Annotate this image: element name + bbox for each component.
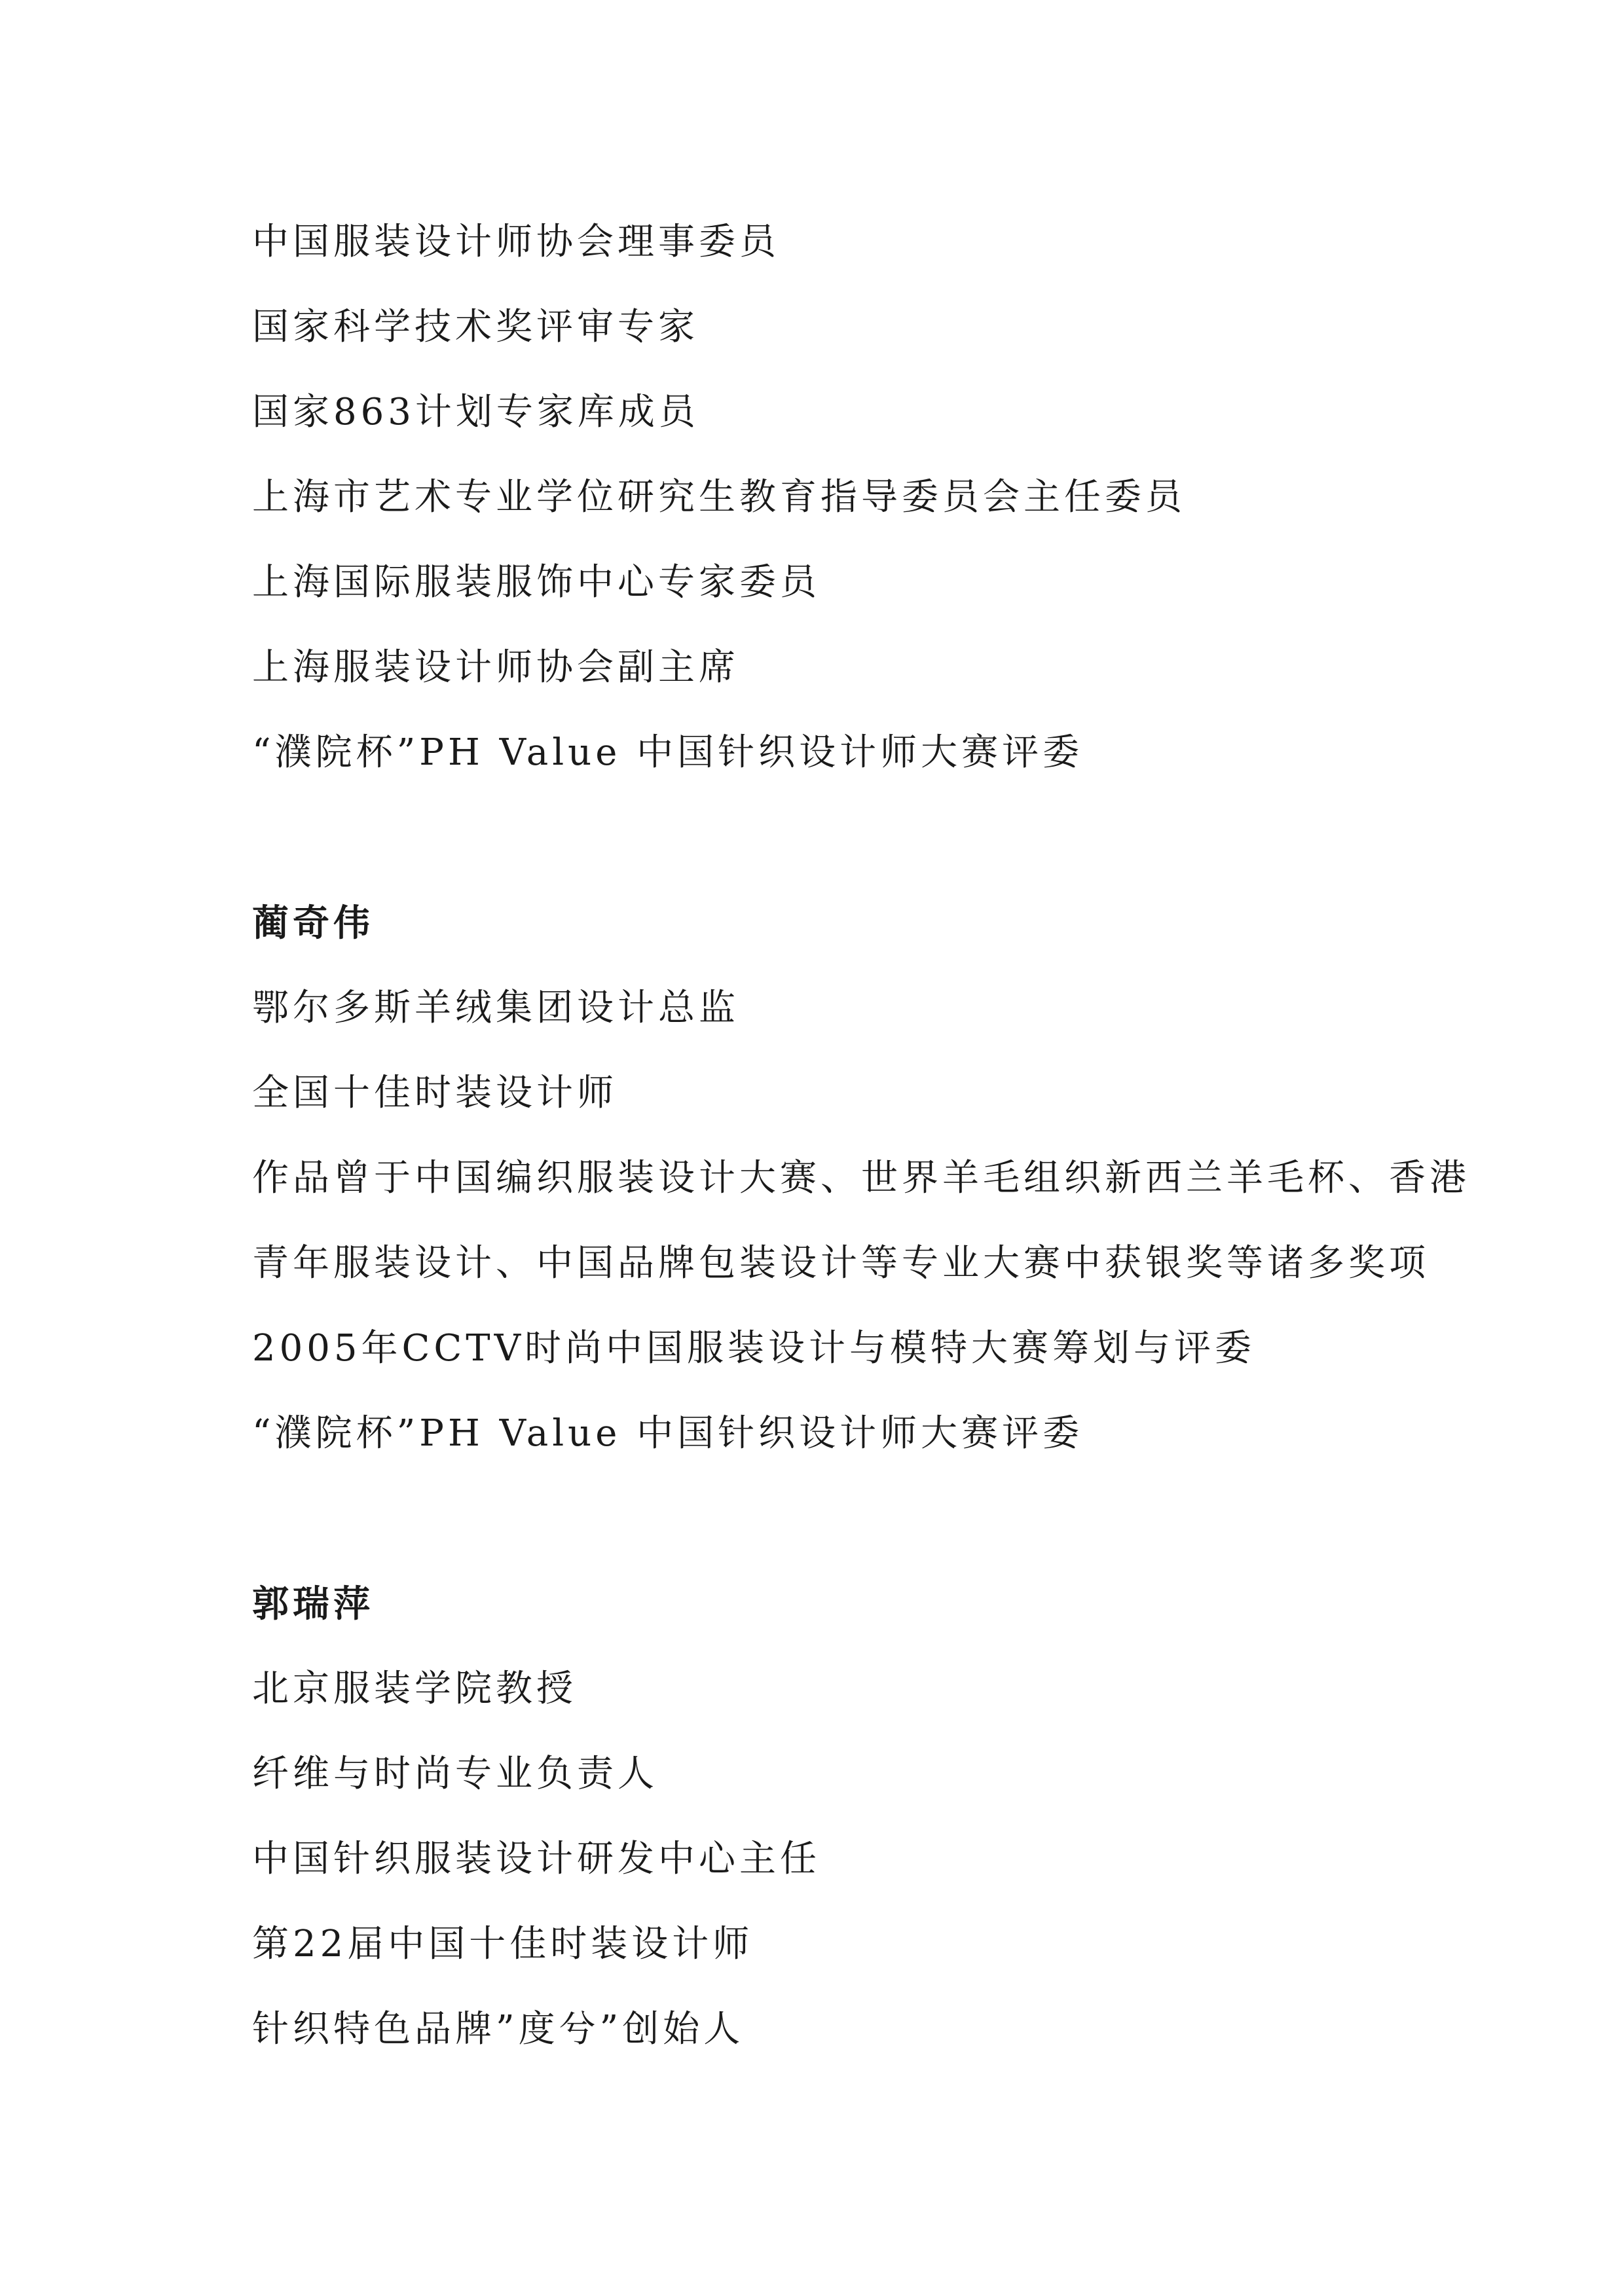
text-line: 作品曾于中国编织服装设计大赛、世界羊毛组织新西兰羊毛杯、香港 [252,1157,1470,1199]
person-name: 郭瑞萍 [252,1582,374,1626]
text-line: 第22届中国十佳时装设计师 [252,1923,754,1965]
text-line: 上海市艺术专业学位研究生教育指导委员会主任委员 [252,476,1186,519]
person-name: 蔺奇伟 [252,902,374,945]
text-line: 青年服装设计、中国品牌包装设计等专业大赛中获银奖等诸多奖项 [252,1242,1430,1285]
text-line: 针织特色品牌”度兮”创始人 [252,2008,745,2050]
text-line: 上海国际服装服饰中心专家委员 [252,561,821,604]
text-line: 国家863计划专家库成员 [252,391,699,433]
text-line: “濮院杯”PH Value 中国针织设计师大赛评委 [252,1412,1084,1455]
section-3 [252,1561,1431,2072]
text-line: 鄂尔多斯羊绒集团设计总监 [252,987,739,1029]
text-line: 中国针织服装设计研发中心主任 [252,1838,821,1880]
text-line: 北京服装学院教授 [252,1667,577,1710]
text-line: 全国十佳时装设计师 [252,1072,618,1114]
text-line: 国家科学技术奖评审专家 [252,306,699,348]
text-line: 上海服装设计师协会副主席 [252,646,739,689]
text-line: 纤维与时尚专业负责人 [252,1753,658,1795]
section-2 [252,881,1470,1476]
section-1 [252,200,1431,795]
text-line: 2005年CCTV时尚中国服装设计与模特大赛筹划与评委 [252,1327,1256,1370]
text-line: 中国服装设计师协会理事委员 [252,221,780,263]
text-line: “濮院杯”PH Value 中国针织设计师大赛评委 [252,731,1084,774]
